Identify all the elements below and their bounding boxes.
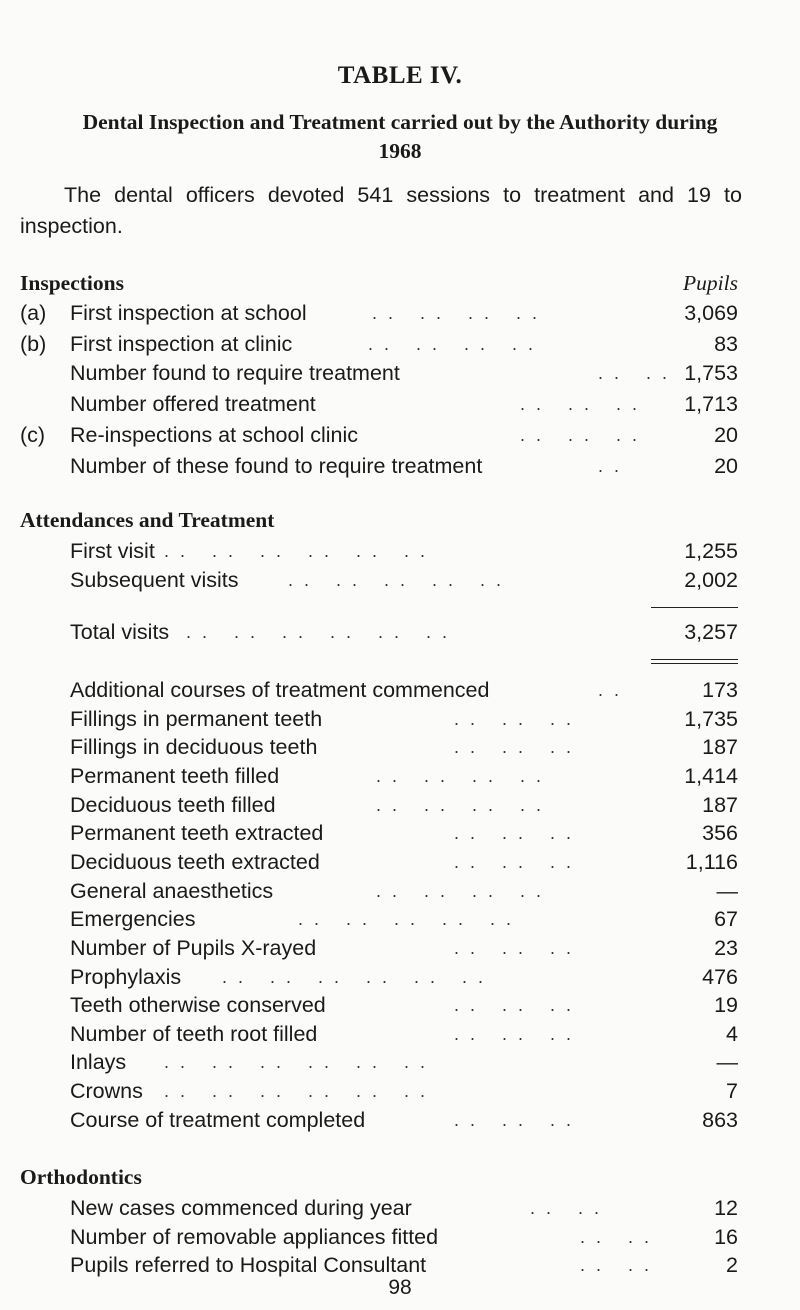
table-row: Subsequent visits . . . . . . . . . . 2,002 bbox=[20, 565, 738, 596]
row-label: Number of teeth root filled bbox=[70, 1022, 318, 1046]
table-row: Course of treatment completed . . . . . . 863 bbox=[20, 1105, 738, 1136]
row-label: First inspection at school bbox=[70, 301, 307, 325]
row-value: — bbox=[716, 1050, 738, 1074]
table-row: (b) First inspection at clinic . . . . . . . . 83 bbox=[20, 329, 738, 360]
row-value: — bbox=[716, 879, 738, 903]
orthodontics-heading: Orthodontics bbox=[20, 1165, 142, 1189]
row-value: 187 bbox=[702, 793, 738, 817]
row-label: Fillings in deciduous teeth bbox=[70, 735, 318, 759]
row-value: 187 bbox=[702, 735, 738, 759]
row-label: First inspection at clinic bbox=[70, 332, 293, 356]
total-double-rule-top bbox=[651, 659, 738, 660]
total-double-rule-bottom bbox=[651, 663, 738, 664]
table-row: Emergencies . . . . . . . . . . 67 bbox=[20, 904, 738, 935]
table-row: Inlays . . . . . . . . . . . . — bbox=[20, 1047, 738, 1078]
row-value: 3,069 bbox=[684, 301, 738, 325]
row-marker: (c) bbox=[20, 423, 46, 447]
row-value: 20 bbox=[714, 454, 738, 478]
row-value: 863 bbox=[702, 1108, 738, 1132]
row-label: Permanent teeth filled bbox=[70, 764, 280, 788]
row-label: Total visits bbox=[70, 620, 170, 644]
row-label: Fillings in permanent teeth bbox=[70, 707, 323, 731]
subtotal-rule bbox=[651, 607, 738, 608]
row-value: 83 bbox=[714, 332, 738, 356]
table-row: New cases commenced during year . . . . 12 bbox=[20, 1193, 738, 1224]
row-value: 2 bbox=[726, 1253, 738, 1277]
table-row: Number of removable appliances fitted . . . . 16 bbox=[20, 1222, 738, 1253]
inspections-heading: Inspections bbox=[20, 271, 124, 295]
row-label: Emergencies bbox=[70, 907, 196, 931]
table-row: Pupils referred to Hospital Consultant . . . . 2 bbox=[20, 1250, 738, 1281]
table-row: Deciduous teeth extracted . . . . . . 1,116 bbox=[20, 847, 738, 878]
table-row: Fillings in permanent teeth . . . . . . 1,735 bbox=[20, 704, 738, 735]
table-row: Number offered treatment . . . . . . 1,713 bbox=[20, 389, 738, 420]
row-value: 4 bbox=[726, 1022, 738, 1046]
row-value: 1,713 bbox=[684, 392, 738, 416]
total-row: Total visits . . . . . . . . . . . . 3,257 bbox=[20, 617, 738, 648]
table-row: (a) First inspection at school . . . . . . . . 3,069 bbox=[20, 298, 738, 329]
table-row: Number of Pupils X-rayed . . . . . . 23 bbox=[20, 933, 738, 964]
row-label: Deciduous teeth extracted bbox=[70, 850, 320, 874]
row-label: Number offered treatment bbox=[70, 392, 316, 416]
row-value: 1,735 bbox=[684, 707, 738, 731]
attendances-heading: Attendances and Treatment bbox=[20, 508, 275, 532]
table-row: First visit . . . . . . . . . . . . 1,255 bbox=[20, 536, 738, 567]
row-label: General anaesthetics bbox=[70, 879, 274, 903]
row-value: 16 bbox=[714, 1225, 738, 1249]
row-value: 356 bbox=[702, 821, 738, 845]
table-row: Deciduous teeth filled . . . . . . . . 187 bbox=[20, 790, 738, 821]
row-label: Number found to require treatment bbox=[70, 361, 400, 385]
row-value: 476 bbox=[702, 965, 738, 989]
row-value: 1,116 bbox=[685, 850, 738, 874]
table-row: General anaesthetics . . . . . . . . — bbox=[20, 876, 738, 907]
table-title: TABLE IV. bbox=[337, 62, 463, 89]
table-row: Crowns . . . . . . . . . . . . 7 bbox=[20, 1076, 738, 1107]
row-label: Number of Pupils X-rayed bbox=[70, 936, 317, 960]
row-value: 19 bbox=[714, 993, 738, 1017]
table-row: Fillings in deciduous teeth . . . . . . 187 bbox=[20, 732, 738, 763]
row-value: 12 bbox=[714, 1196, 738, 1220]
row-label: Deciduous teeth filled bbox=[70, 793, 276, 817]
row-value: 173 bbox=[702, 678, 738, 702]
row-value: 1,255 bbox=[684, 539, 738, 563]
table-row: Permanent teeth extracted . . . . . . 356 bbox=[20, 818, 738, 849]
row-value: 1,414 bbox=[684, 764, 738, 788]
row-marker: (b) bbox=[20, 332, 47, 356]
row-value: 1,753 bbox=[684, 361, 738, 385]
row-label: Prophylaxis bbox=[70, 965, 182, 989]
row-label: Pupils referred to Hospital Consultant bbox=[70, 1253, 427, 1277]
intro-paragraph: The dental officers devoted 541 sessions to treatment and 19 to inspection. bbox=[20, 183, 742, 238]
table-row: Number of these found to require treatment . . 20 bbox=[20, 451, 738, 482]
table-subtitle: Dental Inspection and Treatment carried out by the Authority during 1968 bbox=[82, 110, 718, 163]
row-label: Crowns bbox=[70, 1079, 143, 1103]
row-label: First visit bbox=[70, 539, 155, 563]
table-row: Additional courses of treatment commenced . . 173 bbox=[20, 675, 738, 706]
row-value: 67 bbox=[714, 907, 738, 931]
table-row: Teeth otherwise conserved . . . . . . 19 bbox=[20, 990, 738, 1021]
row-label: New cases commenced during year bbox=[70, 1196, 412, 1220]
row-label: Additional courses of treatment commenced bbox=[70, 678, 490, 702]
row-label: Course of treatment completed bbox=[70, 1108, 366, 1132]
table-row: Prophylaxis . . . . . . . . . . . . 476 bbox=[20, 962, 738, 993]
table-row: Permanent teeth filled . . . . . . . . 1,414 bbox=[20, 761, 738, 792]
pupils-column-header: Pupils bbox=[683, 271, 738, 295]
row-label: Subsequent visits bbox=[70, 568, 239, 592]
row-label: Inlays bbox=[70, 1050, 127, 1074]
row-label: Re-inspections at school clinic bbox=[70, 423, 358, 447]
table-row: Number of teeth root filled . . . . . . 4 bbox=[20, 1019, 738, 1050]
page-number: 98 bbox=[388, 1276, 412, 1299]
table-row: (c) Re-inspections at school clinic . . . . . . 20 bbox=[20, 420, 738, 451]
row-marker: (a) bbox=[20, 301, 47, 325]
row-label: Number of these found to require treatment bbox=[70, 454, 483, 478]
row-value: 2,002 bbox=[684, 568, 738, 592]
row-value: 23 bbox=[714, 936, 738, 960]
row-value: 7 bbox=[726, 1079, 738, 1103]
row-value: 3,257 bbox=[684, 620, 738, 644]
row-label: Number of removable appliances fitted bbox=[70, 1225, 439, 1249]
row-label: Permanent teeth extracted bbox=[70, 821, 324, 845]
row-label: Teeth otherwise conserved bbox=[70, 993, 326, 1017]
row-value: 20 bbox=[714, 423, 738, 447]
table-row: Number found to require treatment . . . . 1,753 bbox=[20, 358, 738, 389]
